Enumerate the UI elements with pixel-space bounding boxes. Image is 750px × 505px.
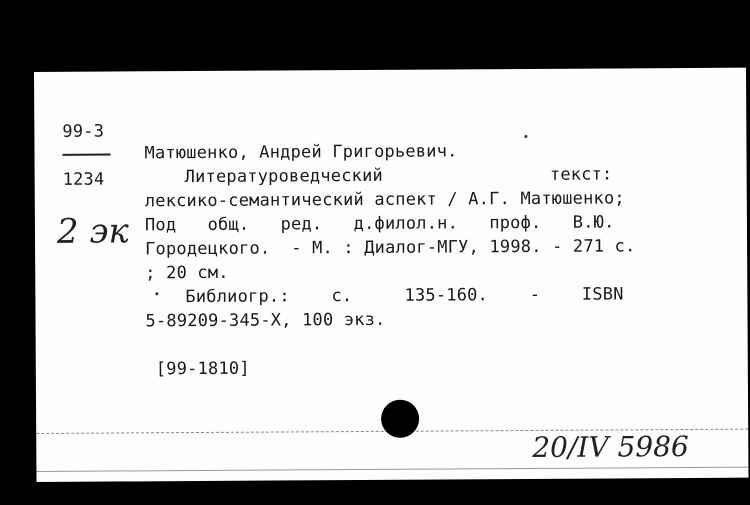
handwritten-inventory-number: 20/IV 5986 [532,430,689,464]
author-heading: Матюшенко, Андрей Григорьевич. [144,141,458,164]
title-line-4: Городецкого. - М. : Диалог-МГУ, 1998. - 271 с. [145,236,636,260]
handwritten-copies-note: 2 эк [56,211,129,252]
notes-line-2: 5-89209-345-X, 100 экз. [145,309,386,332]
card-punch-hole [381,400,419,438]
shelf-code-divider [63,154,111,156]
catalog-card [34,68,748,482]
title-line-2: лексико-семантический аспект / А.Г. Матюшенко; [144,188,625,212]
record-number: [99-1810] [155,358,250,380]
shelf-code-bottom: 1234 [62,169,105,190]
title-line-5: ; 20 см. [145,262,229,284]
scan-speck [155,292,158,295]
card-lower-rule [36,467,748,472]
shelf-code-top: 99-3 [62,121,105,142]
scan-speck [524,135,527,138]
title-line-1: Литературоведческий текст: [184,164,613,188]
notes-line-1: Библиогр.: с. 135-160. - ISBN [185,284,624,308]
title-line-3: Под общ. ред. д.филол.н. проф. В.Ю. [144,212,615,236]
